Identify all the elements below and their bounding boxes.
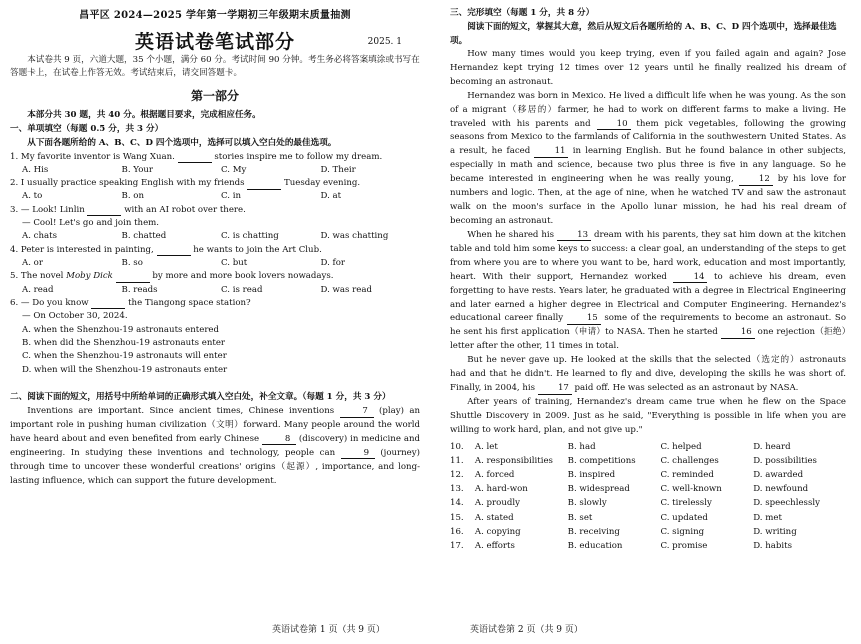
question-number: 17. xyxy=(450,540,464,551)
passage-text: dream with his parents, they sat him down at the kitchen table and told him some keys to success: a clear goal, an understanding of the steps to get from where you are to where you want to be, hard work, education and most importantly, heart. With their support, Hernandez worked xyxy=(450,229,846,282)
option: D. awarded xyxy=(753,470,804,481)
book-title: Moby Dick xyxy=(66,271,113,282)
section-2-passage xyxy=(10,405,420,489)
question-4 xyxy=(10,244,420,257)
option: D. habits xyxy=(753,540,793,551)
question-3 xyxy=(10,204,420,217)
passage-text: in learning English. But he found balance in other subjects, especially in math and science, because two plus three is five in any language. So he became interested in engineering when he was really young, xyxy=(450,146,846,185)
answer-blank-13: 13 xyxy=(557,231,591,241)
option: C. in xyxy=(221,191,242,202)
option: C. well-known xyxy=(660,484,722,495)
passage-text: some of the requirements to become an astronaut. So he sent his first application（申请）to NASA. Then he started xyxy=(450,313,846,338)
passage-text: (journey) through time to uncover these wonderful creations' origins（起源）, importance, and long-lasting influence, which can support the future development. xyxy=(10,447,420,486)
answer-blank-12: 12 xyxy=(739,175,773,185)
section-3-title: 三、完形填空（每题 1 分，共 8 分） xyxy=(450,8,595,18)
option: B. slowly xyxy=(567,498,607,509)
section-1-description: 从下面各题所给的 A、B、C、D 四个选项中，选择可以填入空白处的最佳选项。 xyxy=(27,138,337,149)
passage-paragraph-5: After years of training, Hernandez's dream came true when he flew on the Space Shuttle Discovery in 2009. Just as he said, "Everything is possible in life when you are willing to work hard, plan, and not give up." xyxy=(450,396,846,435)
answer-blank-8: 8 xyxy=(262,435,296,445)
passage-paragraph-1: How many times would you keep trying, even if you failed again and again? Jose Hernandez kept trying 12 times over 12 years until he finally realized his dream of becoming an astronaut. xyxy=(450,48,846,87)
answer-blank-9: 9 xyxy=(341,449,375,459)
option: A. efforts xyxy=(474,540,515,551)
option: D. at xyxy=(320,191,342,202)
passage-text: by his love for numbers and logic. Then, at the age of nine, when he watched TV and saw the astronaut walk on the moon's surface in the Apollo lunar mission, he had his real dream of becoming an astronaut. xyxy=(450,174,846,226)
question-number: 12. xyxy=(450,470,464,481)
question-6-reply: — On October 30, 2024. xyxy=(22,311,128,322)
answer-blank xyxy=(91,299,125,309)
answer-blank xyxy=(116,272,150,282)
passage-text: them pick vegetables, following the growing seasons from Mexico to the farmlands of California in the southwestern United States. As a result, he faced xyxy=(450,118,846,157)
option-row-13 xyxy=(450,482,846,496)
page-2-footer: 英语试卷第 2 页（共 9 页） xyxy=(470,625,583,635)
passage-text: When he shared his xyxy=(467,229,558,240)
option: B. when did the Shenzhou-19 astronauts enter xyxy=(22,337,226,348)
passage-text: one rejection（拒绝）letter after the other, 11 times in total. xyxy=(450,327,846,352)
option: B. widespread xyxy=(567,484,630,495)
question-number: 16. xyxy=(450,526,464,537)
option: A. to xyxy=(22,191,43,202)
part-1-description: 本部分共 30 题，共 40 分。根据题目要求，完成相应任务。 xyxy=(27,109,261,120)
option: A. responsibilities xyxy=(474,455,553,466)
question-4-options xyxy=(10,257,420,270)
option-row-17 xyxy=(450,539,846,553)
option: C. promise xyxy=(660,540,708,551)
section-2-title: 二、阅读下面的短文，用括号中所给单词的正确形式填入空白处，补全文章。（每题 1 分，共 3 分） xyxy=(10,391,391,402)
option: B. on xyxy=(121,191,144,202)
option: D. writing xyxy=(753,526,797,537)
question-number: 10. xyxy=(450,441,464,452)
cloze-options xyxy=(450,440,846,553)
option: C. reminded xyxy=(660,470,714,481)
option: A. His xyxy=(22,164,49,175)
option: C. My xyxy=(221,164,247,175)
option: A. hard-won xyxy=(474,484,528,495)
option: A. read xyxy=(22,284,54,295)
option: C. but xyxy=(221,258,248,269)
option: C. updated xyxy=(660,512,708,523)
question-5 xyxy=(10,270,420,283)
answer-blank xyxy=(87,206,121,216)
passage-paragraph-3 xyxy=(450,229,846,354)
passage-text: (play) an important role in pushing human civilization（文明）forward. Many people around the world have heard about and even benefited from early Chinese xyxy=(10,406,420,444)
page-1-footer: 英语试卷第 1 页（共 9 页） xyxy=(272,625,385,635)
question-number: 15. xyxy=(450,512,464,523)
question-text: 3. — Look! Linlin xyxy=(10,204,88,215)
question-1 xyxy=(10,151,420,164)
option: D. speechlessly xyxy=(753,498,820,509)
question-text: by more and more book lovers nowadays. xyxy=(149,271,334,282)
answer-blank-10: 10 xyxy=(597,120,631,130)
option: A. or xyxy=(22,258,43,269)
passage-paragraph-4 xyxy=(450,354,846,396)
question-2 xyxy=(10,177,420,190)
answer-blank xyxy=(157,246,191,256)
option: C. is chatting xyxy=(221,231,279,242)
page-2 xyxy=(440,0,854,644)
title-row xyxy=(10,26,420,52)
passage-text: Hernandez was born in Mexico. He lived a difficult life when he was young. As the son of a migrant（移居的）farmer, he had to work on different farms to make a living. He traveled with his parents and xyxy=(450,90,846,129)
option-row-15 xyxy=(450,511,846,525)
option: C. when the Shenzhou-19 astronauts will enter xyxy=(22,351,227,362)
option: D. possibilities xyxy=(753,455,817,466)
option: D. for xyxy=(320,258,346,269)
section-1-title: 一、单项填空（每题 0.5 分，共 3 分） xyxy=(10,123,164,134)
question-2-options xyxy=(10,190,420,203)
option: C. is read xyxy=(221,284,263,295)
question-text: Tuesday evening. xyxy=(281,178,361,189)
option-row-10 xyxy=(450,440,846,454)
option: B. chatted xyxy=(121,231,167,242)
option: B. Your xyxy=(121,164,154,175)
answer-blank-11: 11 xyxy=(534,147,568,157)
page-title: 英语试卷笔试部分 xyxy=(134,30,295,53)
option: B. so xyxy=(121,258,143,269)
option: C. tirelessly xyxy=(660,498,712,509)
option-row-16 xyxy=(450,525,846,539)
option-row-11 xyxy=(450,454,846,468)
answer-blank-14: 14 xyxy=(673,273,707,283)
option: D. was read xyxy=(320,284,372,295)
option: D. Their xyxy=(320,164,356,175)
option: A. let xyxy=(474,441,498,452)
option: A. stated xyxy=(474,512,514,523)
option: B. had xyxy=(567,441,596,452)
option: A. proudly xyxy=(474,498,520,509)
question-text: 6. — Do you know xyxy=(10,297,92,308)
option: D. newfound xyxy=(753,484,809,495)
option: D. was chatting xyxy=(320,231,389,242)
option-row-14 xyxy=(450,496,846,510)
question-text: he wants to join the Art Club. xyxy=(190,244,322,255)
passage-text: paid off. He was selected as an astronaut by NASA. xyxy=(571,383,799,394)
question-1-options xyxy=(10,164,420,177)
question-text: with an AI robot over there. xyxy=(121,204,246,215)
option: B. reads xyxy=(121,284,158,295)
page-1 xyxy=(0,0,428,644)
option: A. chats xyxy=(22,231,58,242)
option: A. copying xyxy=(474,526,521,537)
option: D. met xyxy=(753,512,782,523)
question-number: 11. xyxy=(450,455,464,466)
option: C. challenges xyxy=(660,455,719,466)
question-text: stories inspire me to follow my dream. xyxy=(211,151,383,162)
question-text: 1. My favorite inventor is Wang Xuan. xyxy=(10,151,178,162)
answer-blank xyxy=(178,153,212,163)
exam-instructions: 本试卷共 9 页，六道大题，35 个小题，满分 60 分。考试时间 90 分钟。考生务必将答案填涂或书写在答题卡上，在试卷上作答无效。考试结束后，请交回答题卡。 xyxy=(10,54,420,79)
question-5-options xyxy=(10,284,420,297)
option: C. signing xyxy=(660,526,705,537)
answer-blank xyxy=(247,179,281,189)
question-6 xyxy=(10,297,420,310)
option: A. forced xyxy=(474,470,515,481)
question-3-options xyxy=(10,230,420,243)
option: D. when will the Shenzhou-19 astronauts enter xyxy=(22,364,228,375)
question-text: 2. I usually practice speaking English with my friends xyxy=(10,178,248,189)
option-row-12 xyxy=(450,468,846,482)
question-number: 13. xyxy=(450,484,464,495)
option: D. heard xyxy=(753,441,791,452)
question-3-reply: — Cool! Let's go and join them. xyxy=(22,218,160,229)
section-3-description: 阅读下面的短文，掌握其大意，然后从短文后各题所给的 A、B、C、D 四个选项中，选择最佳选项。 xyxy=(450,22,837,46)
passage-text: (discovery) in medicine and engineering. In studying these inventions and technology, people can xyxy=(10,434,420,458)
part-1-title: 第一部分 xyxy=(190,89,239,103)
option: B. inspired xyxy=(567,470,616,481)
option: B. set xyxy=(567,512,593,523)
passage-text: to achieve his dream, even forgetting to have rests. Years later, he graduated with a degree in Electrical Engineering and later earned a higher degree in Electrical and Computer Engineering. Hernandez's educational career finally xyxy=(450,271,846,324)
answer-blank-17: 17 xyxy=(538,384,572,394)
question-text: the Tiangong space station? xyxy=(125,297,251,308)
passage-text: But he never gave up. He looked at the skills that the selected（选定的）astronauts had and that he didn't. He learned to fly and dive, developing the skills he was short of. Finally, in 2004, his xyxy=(450,355,846,394)
answer-blank-7: 7 xyxy=(340,407,374,417)
option: A. when the Shenzhou-19 astronauts entered xyxy=(22,324,220,335)
option: C. helped xyxy=(660,441,702,452)
exam-header: 昌平区 2024—2025 学年第一学期初三年级期末质量抽测 xyxy=(79,10,351,21)
exam-date: 2025. 1 xyxy=(367,36,402,47)
option: B. receiving xyxy=(567,526,620,537)
passage-text: Inventions are important. Since ancient times, Chinese inventions xyxy=(27,406,340,417)
answer-blank-16: 16 xyxy=(721,328,755,338)
option: B. competitions xyxy=(567,455,636,466)
question-text: 5. The novel xyxy=(10,271,67,282)
option: B. education xyxy=(567,540,623,551)
passage-paragraph-2 xyxy=(450,90,846,229)
question-number: 14. xyxy=(450,498,464,509)
question-text: 4. Peter is interested in painting, xyxy=(10,244,157,255)
answer-blank-15: 15 xyxy=(567,314,601,324)
